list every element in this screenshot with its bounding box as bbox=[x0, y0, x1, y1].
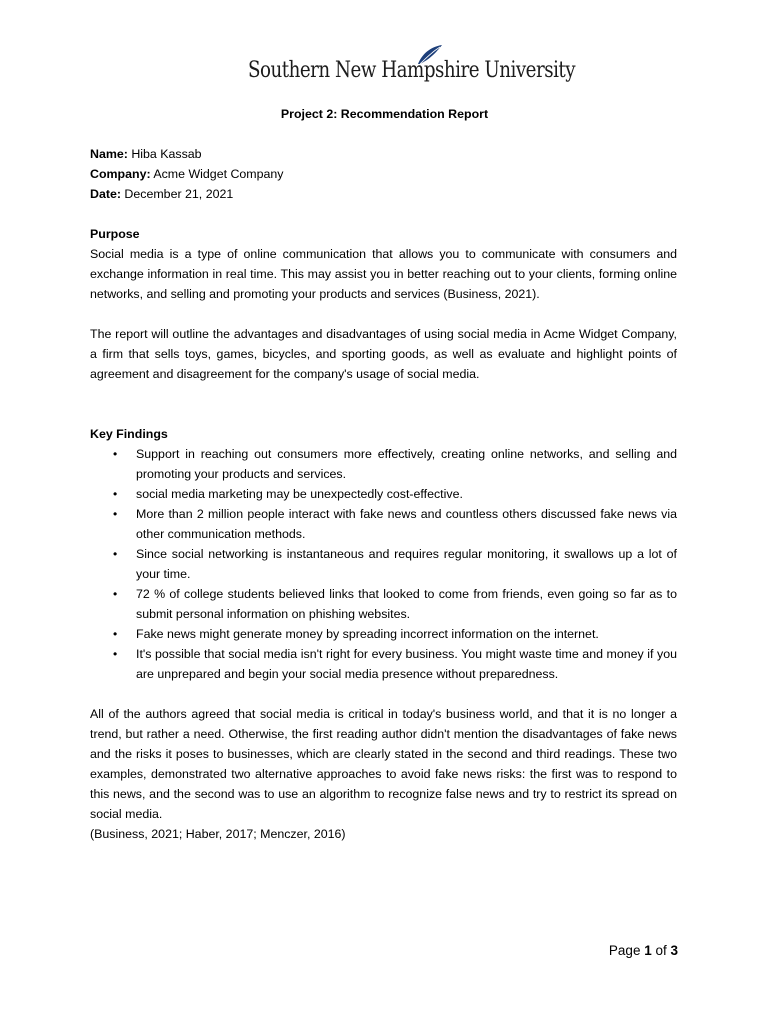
name-value: Hiba Kassab bbox=[127, 147, 202, 161]
bullet-icon: • bbox=[113, 487, 118, 501]
bullet-icon: • bbox=[113, 507, 118, 521]
key-findings-heading: Key Findings bbox=[90, 427, 168, 441]
university-logo bbox=[248, 44, 576, 94]
bullet-icon: • bbox=[113, 627, 118, 641]
bullet-icon: • bbox=[113, 647, 118, 661]
bullet-icon: • bbox=[113, 447, 118, 461]
bullet-icon: • bbox=[113, 587, 118, 601]
list-item: • It's possible that social media isn't right for every business. You might waste time and money if you are unprepared and begin your social media presence without preparedness. bbox=[90, 644, 677, 684]
list-item: • More than 2 million people interact with fake news and countless others discussed fake news via other communication methods. bbox=[90, 504, 677, 544]
bullet-icon: • bbox=[113, 547, 118, 561]
conclusion-paragraph: All of the authors agreed that social media is critical in today's business world, and that it is no longer a trend, but rather a need. Otherwise, the first reading author didn't mention the disadvantages of fake news and the risks it poses to businesses, which are clearly stated in the second and third readings. These two examples, demonstrated two alternative approaches to avoid fake news risks: the first was to respond to this news, and the second was to use an algorithm to recognize false news and try to restrict its spread on social media. bbox=[90, 707, 677, 821]
date-label: Date: bbox=[90, 187, 121, 201]
report-body bbox=[90, 104, 677, 844]
logo-text: Southern New Hampshire University bbox=[248, 58, 576, 83]
company-value: Acme Widget Company bbox=[150, 167, 284, 181]
page-word: Page bbox=[608, 943, 645, 958]
list-item: • Since social networking is instantaneous and requires regular monitoring, it swallows up a lot of your time. bbox=[90, 544, 677, 584]
name-line bbox=[90, 144, 677, 164]
purpose-heading: Purpose bbox=[90, 227, 140, 241]
list-item: • Fake news might generate money by spreading incorrect information on the internet. bbox=[90, 624, 677, 644]
total-pages: 3 bbox=[670, 943, 678, 958]
company-line bbox=[90, 164, 677, 184]
list-item: • 72 % of college students believed links that looked to come from friends, even going so far as to submit personal information on phishing websites. bbox=[90, 584, 677, 624]
purpose-paragraph-1: Social media is a type of online communication that allows you to communicate with consumers and exchange information in real time. This may assist you in better reaching out to your clients, forming online networks, and selling and promoting your products and services (Business, 2021). bbox=[90, 247, 677, 301]
list-item: • social media marketing may be unexpectedly cost-effective. bbox=[90, 484, 677, 504]
name-label: Name: bbox=[90, 147, 128, 161]
list-item: • Support in reaching out consumers more effectively, creating online networks, and selling and promoting your products and services. bbox=[90, 444, 677, 484]
date-line bbox=[90, 184, 677, 204]
purpose-paragraph-2: The report will outline the advantages and disadvantages of using social media in Acme Widget Company, a firm that sells toys, games, bicycles, and sporting goods, as well as evaluate and highlight points of agreement and disagreement for the company's usage of social media. bbox=[90, 327, 677, 381]
date-value: December 21, 2021 bbox=[120, 187, 234, 201]
current-page: 1 bbox=[644, 943, 652, 958]
citation-line: (Business, 2021; Haber, 2017; Menczer, 2016) bbox=[90, 827, 346, 841]
page-number bbox=[609, 943, 678, 958]
of-word: of bbox=[651, 943, 671, 958]
leaf-icon bbox=[416, 44, 444, 66]
company-label: Company: bbox=[90, 167, 151, 181]
report-title: Project 2: Recommendation Report bbox=[280, 107, 489, 121]
key-findings-list bbox=[90, 444, 677, 684]
